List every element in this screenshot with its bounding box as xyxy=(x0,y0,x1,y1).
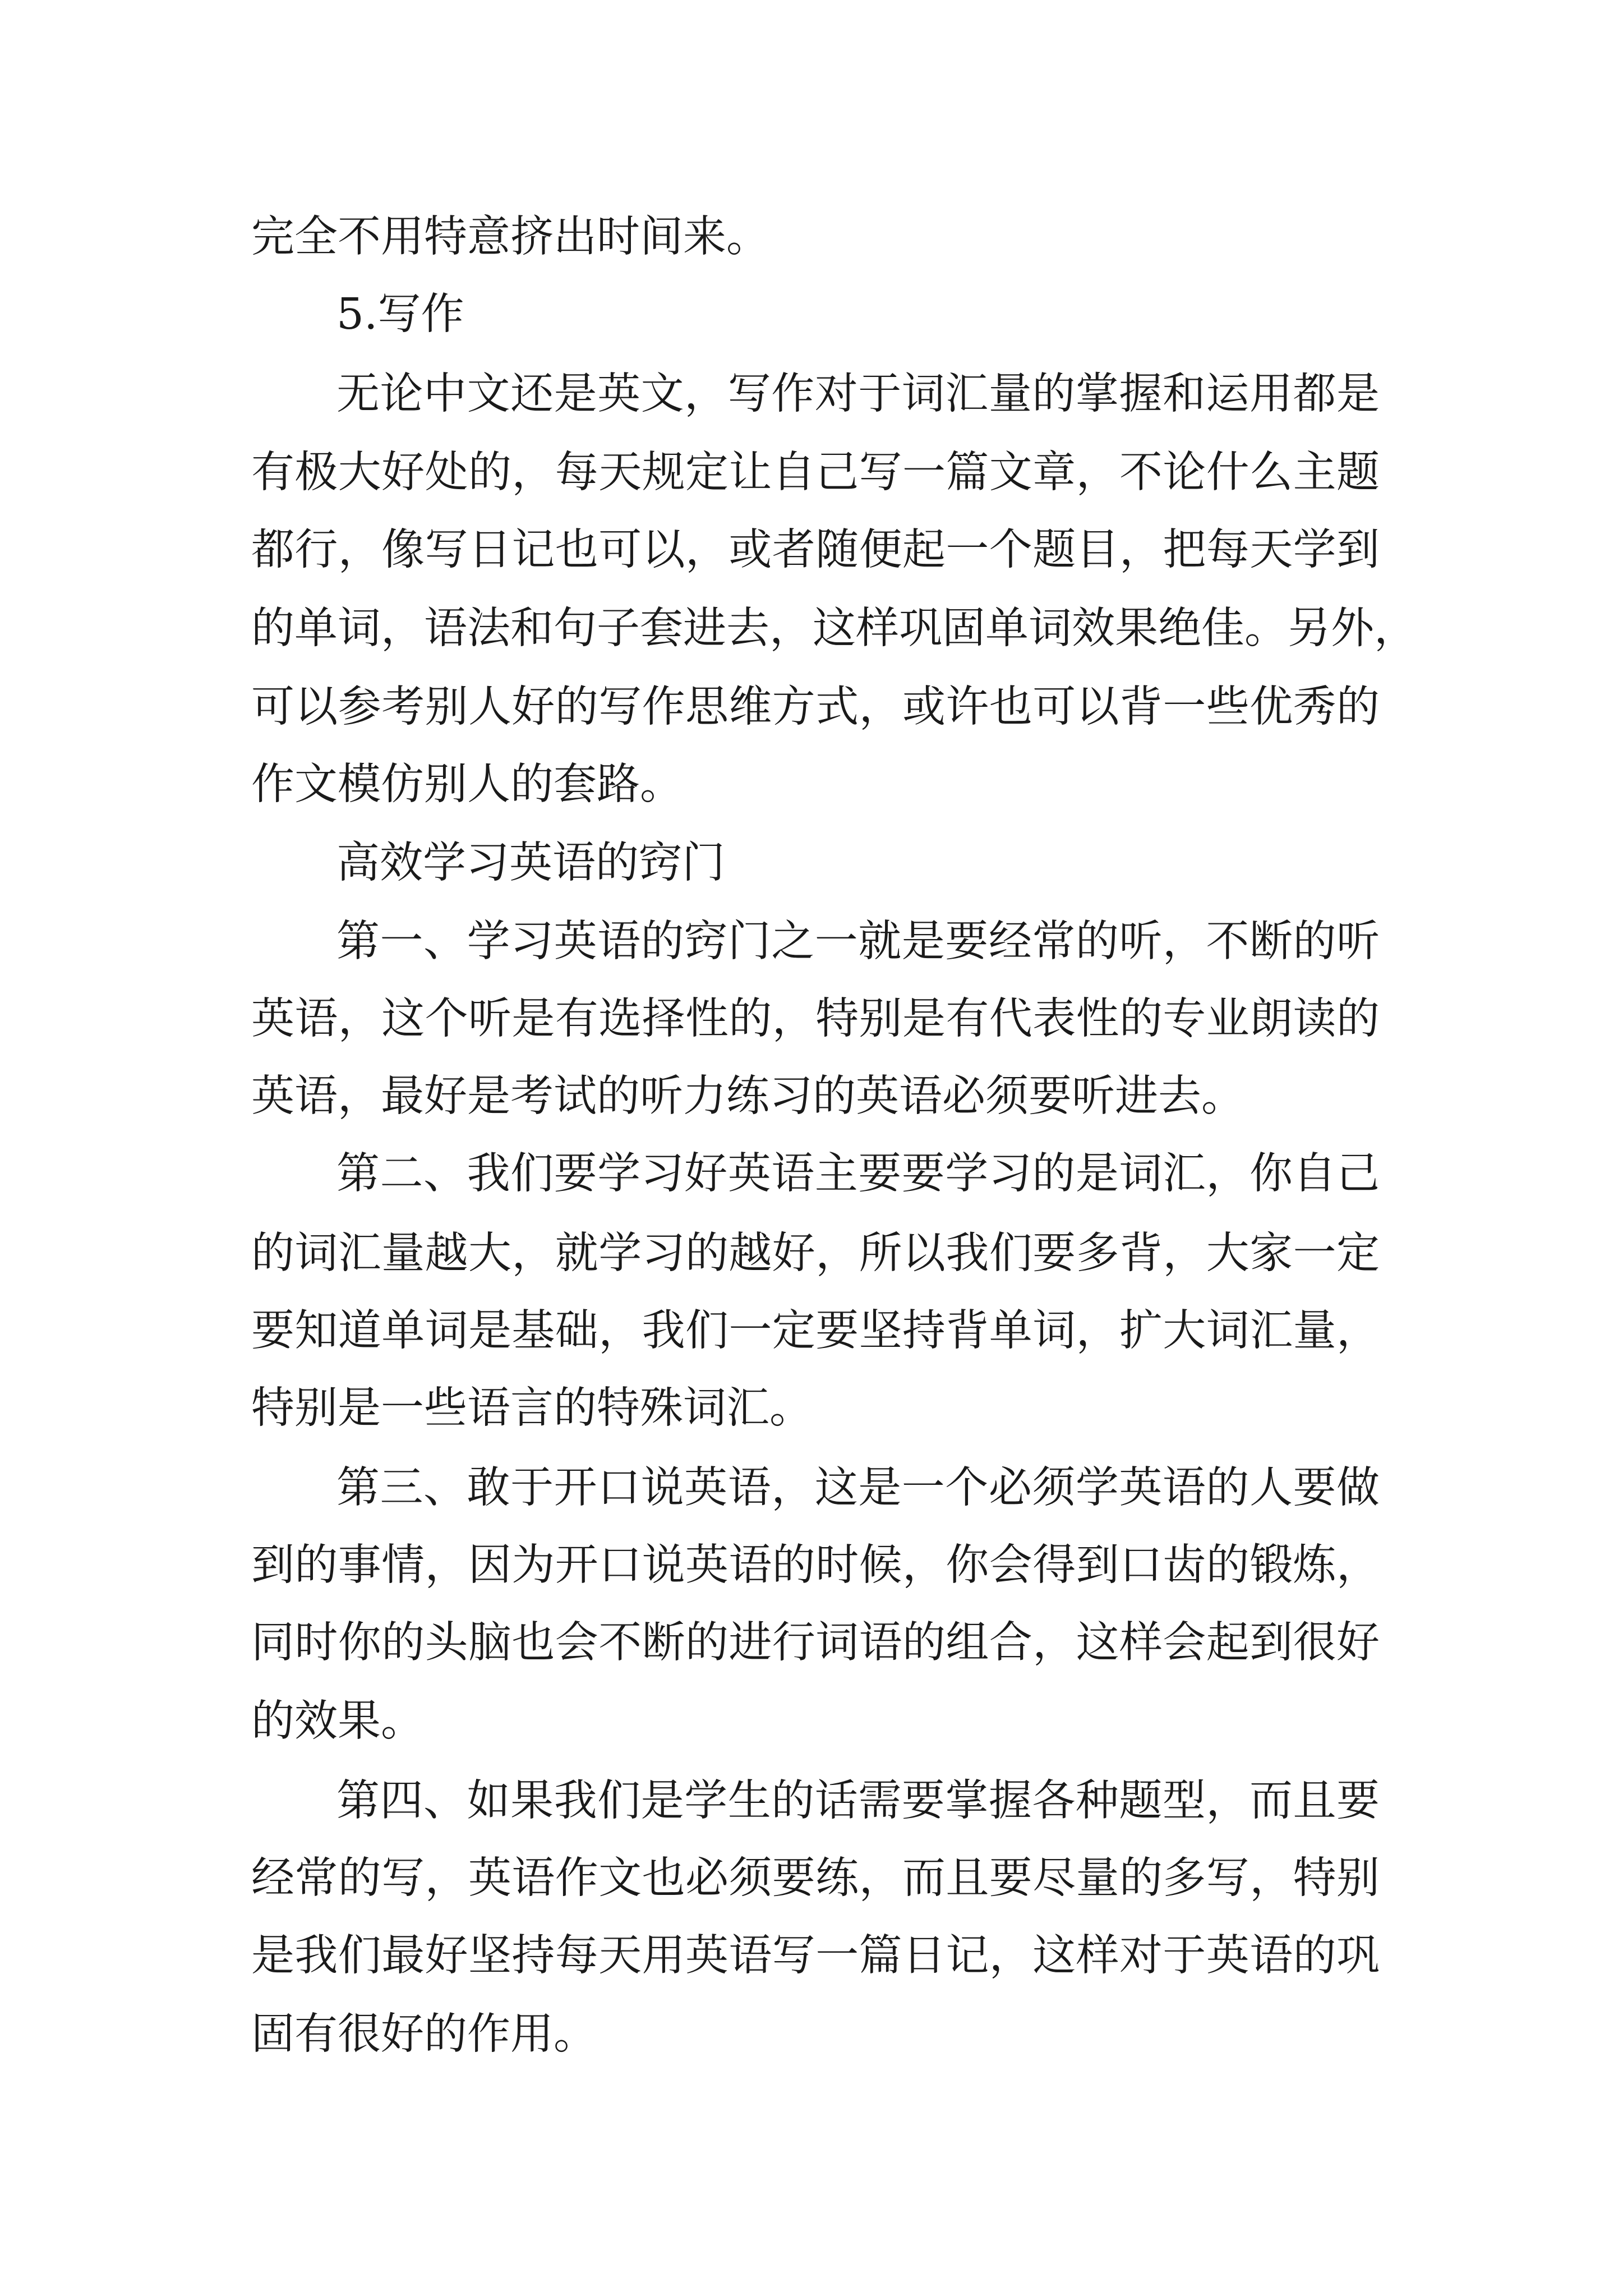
text-line: 是我们最好坚持每天用英语写一篇日记，这样对于英语的巩 xyxy=(251,1931,1380,1981)
text-line: 无论中文还是英文，写作对于词汇量的掌握和运用都是 xyxy=(336,369,1380,419)
text-line: 英语，最好是考试的听力练习的英语必须要听进去。 xyxy=(251,1071,1244,1121)
text-line: 第一、学习英语的窍门之一就是要经常的听，不断的听 xyxy=(336,917,1380,967)
text-line: 经常的写，英语作文也必须要练，而且要尽量的多写，特别 xyxy=(251,1853,1380,1903)
text-line: 完全不用特意挤出时间来。 xyxy=(251,212,769,262)
text-line: 第二、我们要学习好英语主要要学习的是词汇，你自己 xyxy=(336,1149,1380,1199)
text-line: 到的事情，因为开口说英语的时候，你会得到口齿的锻炼， xyxy=(251,1540,1380,1590)
text-line: 作文模仿别人的套路。 xyxy=(251,760,683,809)
text-line: 第三、敢于开口说英语，这是一个必须学英语的人要做 xyxy=(336,1463,1380,1513)
text-line: 英语，这个听是有选择性的，特别是有代表性的专业朗读的 xyxy=(251,994,1380,1044)
text-line: 都行，像写日记也可以，或者随便起一个题目，把每天学到 xyxy=(251,525,1380,575)
text-line: 的单词，语法和句子套进去，这样巩固单词效果绝佳。另外， xyxy=(251,604,1417,654)
section-heading: 5.写作 xyxy=(336,289,464,339)
section-heading: 高效学习英语的窍门 xyxy=(336,838,725,888)
text-line: 特别是一些语言的特殊词汇。 xyxy=(251,1383,813,1433)
text-line: 的词汇量越大，就学习的越好，所以我们要多背，大家一定 xyxy=(251,1228,1380,1278)
text-line: 固有很好的作用。 xyxy=(251,2009,597,2059)
text-line: 同时你的头脑也会不断的进行词语的组合，这样会起到很好 xyxy=(251,1618,1380,1668)
text-line: 要知道单词是基础，我们一定要坚持背单词，扩大词汇量， xyxy=(251,1306,1380,1356)
text-line: 有极大好处的，每天规定让自己写一篇文章，不论什么主题 xyxy=(251,448,1380,498)
text-line: 第四、如果我们是学生的话需要掌握各种题型，而且要 xyxy=(336,1776,1380,1826)
text-line: 的效果。 xyxy=(251,1696,424,1746)
text-line: 可以参考别人好的写作思维方式，或许也可以背一些优秀的 xyxy=(251,682,1380,732)
